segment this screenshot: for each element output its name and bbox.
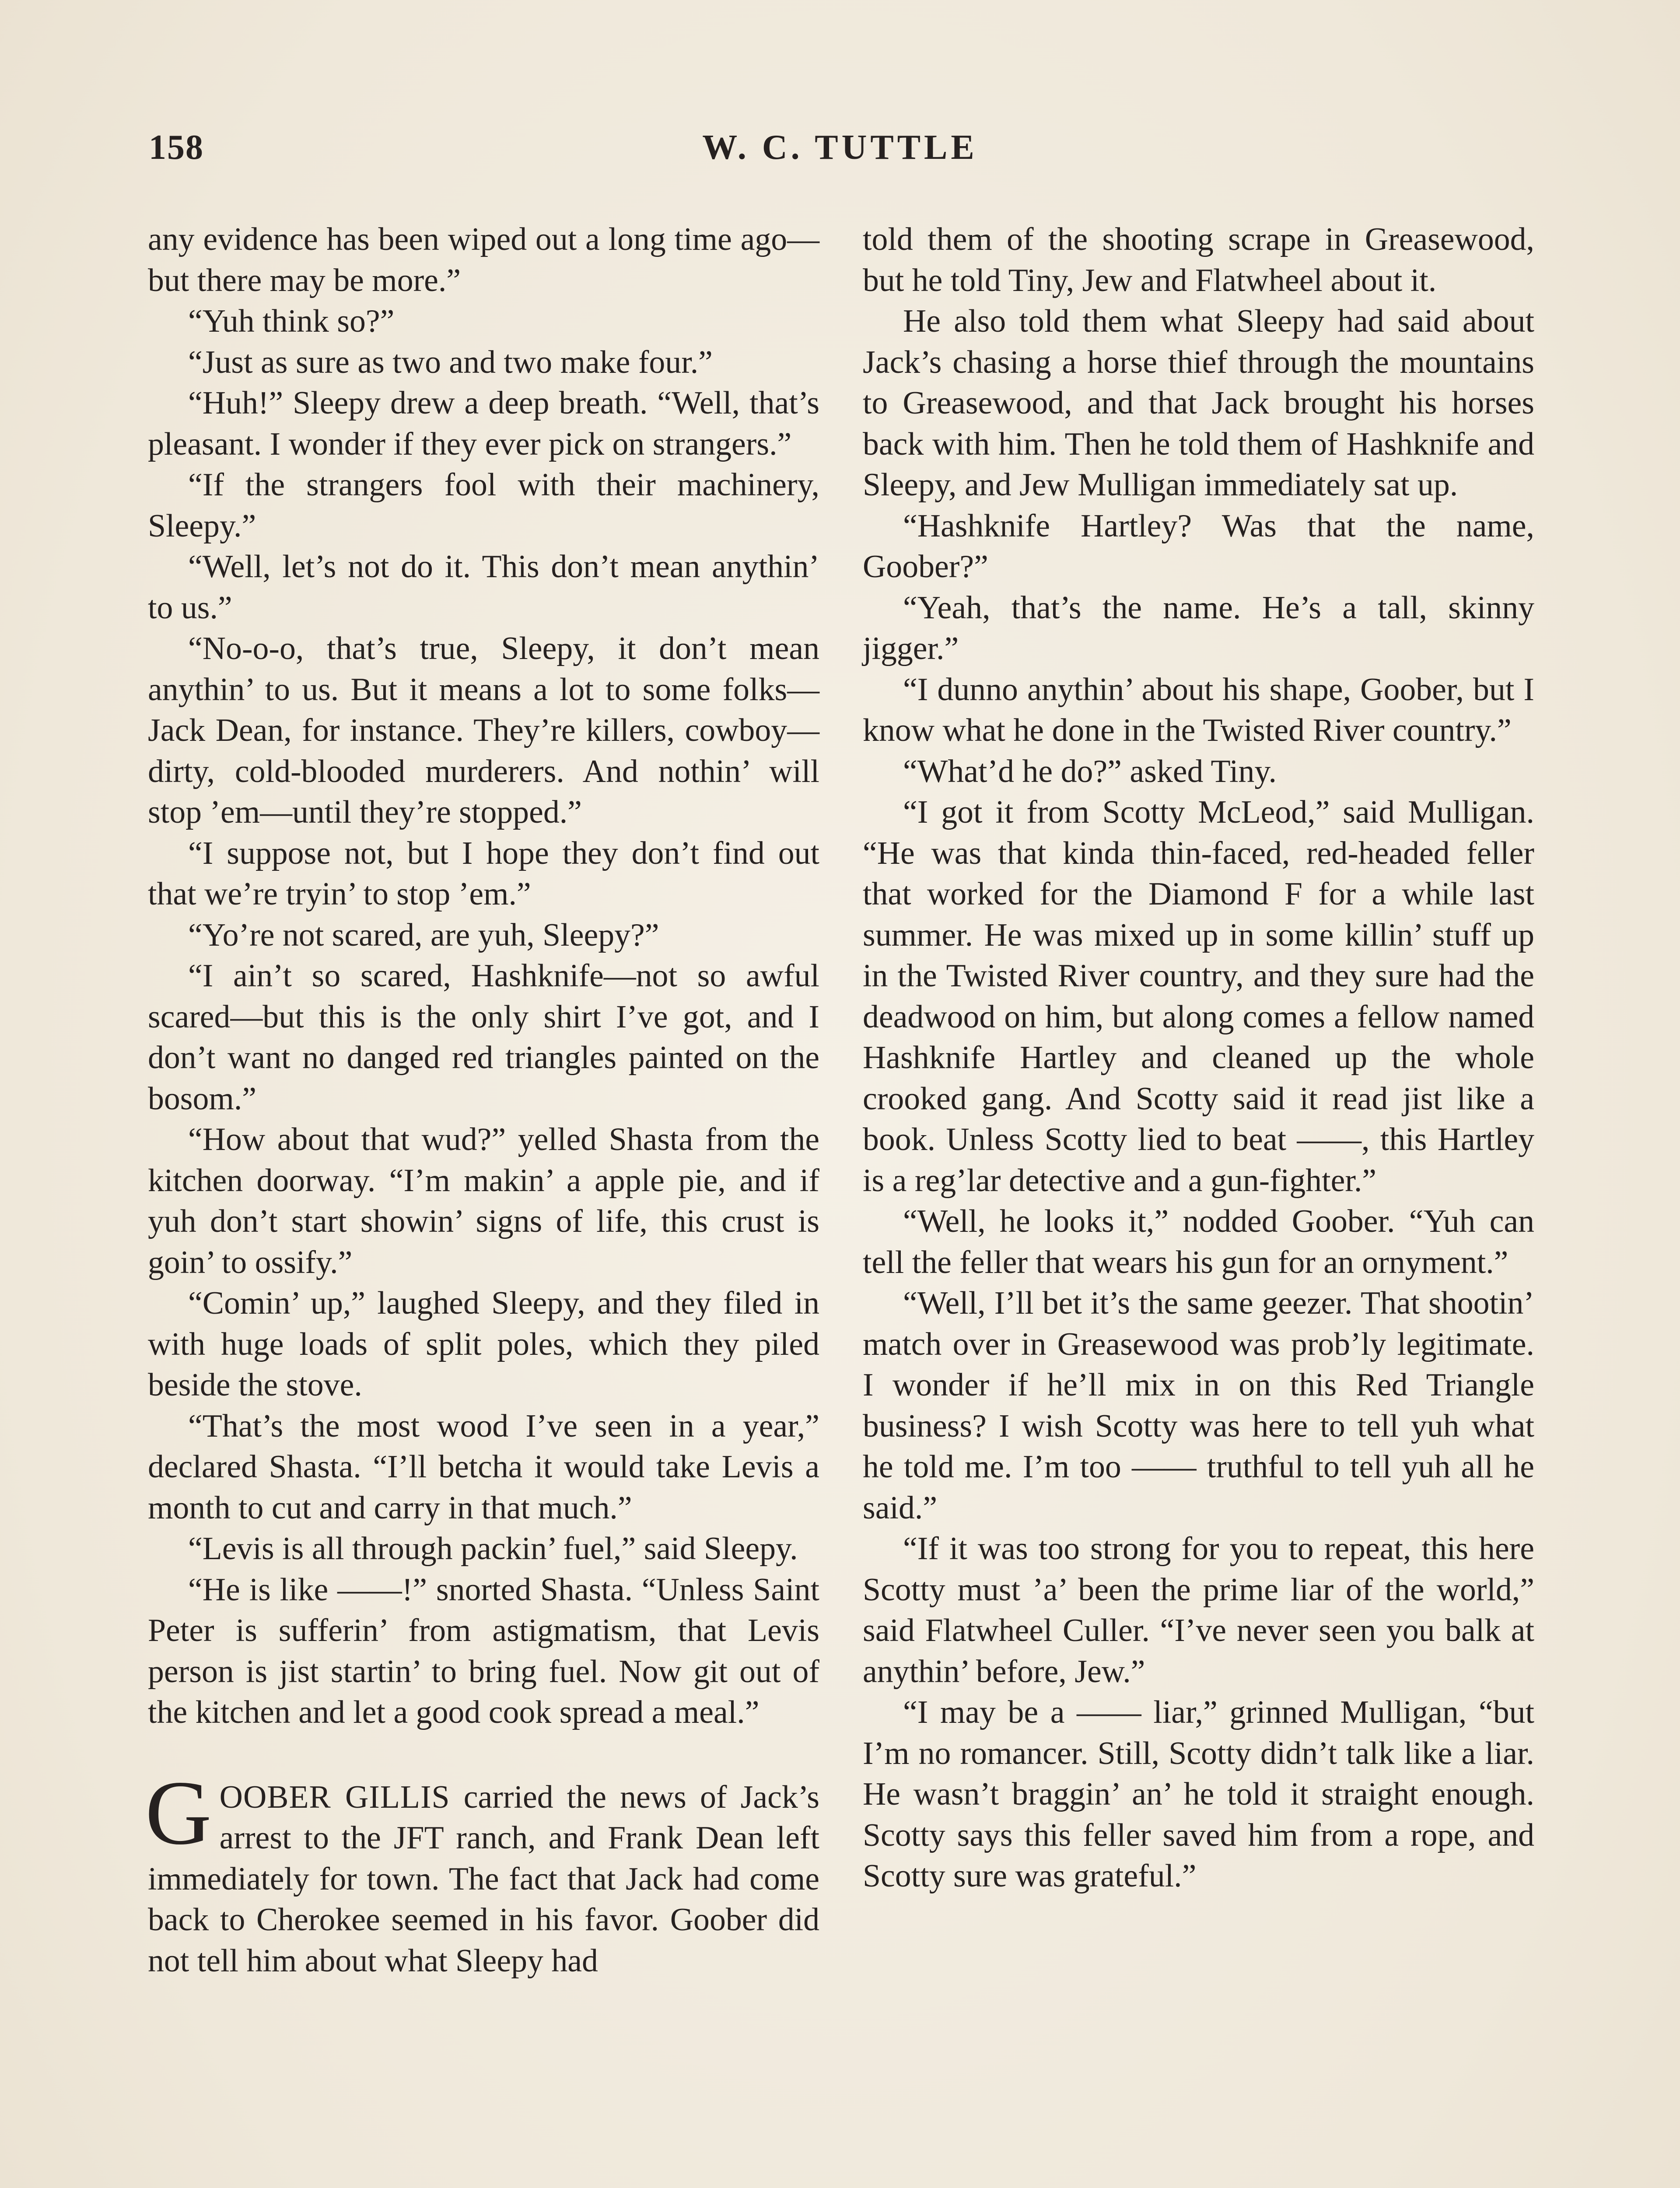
paragraph: “That’s the most wood I’ve seen in a year,” declared Shasta. “I’ll betcha it would take Levis a month to cut and carry in that much.” bbox=[148, 1407, 819, 1525]
paragraph: “Huh!” Sleepy drew a deep breath. “Well, that’s pleasant. I wonder if they ever pick on strangers.” bbox=[148, 385, 819, 462]
paragraph: “I suppose not, but I hope they don’t find out that we’re tryin’ to stop ’em.” bbox=[148, 835, 819, 912]
paragraph: “I got it from Scotty McLeod,” said Mulligan. “He was that kinda thin-faced, red-headed feller that worked for the Diamond F for a while last summer. He was mixed up in some killin’ stuff up in the Twisted River country, and they sure had the deadwood on him, but along comes a fellow named Hashknife Hartley and cleaned up the whole crooked gang. And Scotty said it read jist like a book. Unless Scotty lied to beat ——, this Hartley is a reg’lar detective and a gun-fighter.” bbox=[863, 794, 1534, 1198]
paragraph: “How about that wud?” yelled Shasta from the kitchen doorway. “I’m makin’ a apple pie, and if yuh don’t start showin’ signs of life, this crust is goin’ to ossify.” bbox=[148, 1121, 819, 1280]
paragraph: “What’d he do?” asked Tiny. bbox=[903, 753, 1277, 789]
paragraph: “I dunno anythin’ about his shape, Goober, but I know what he done in the Twisted River country.” bbox=[863, 671, 1534, 748]
paragraph: “Well, let’s not do it. This don’t mean anythin’ to us.” bbox=[148, 548, 819, 625]
paragraph: any evidence has been wiped out a long time ago—but there may be more.” bbox=[148, 221, 819, 298]
paragraph: “Well, he looks it,” nodded Goober. “Yuh can tell the feller that wears his gun for an ornyment.” bbox=[863, 1203, 1534, 1280]
paragraph: “Hashknife Hartley? Was that the name, Goober?” bbox=[863, 507, 1534, 584]
paragraph: “Levis is all through packin’ fuel,” said Sleepy. bbox=[188, 1530, 798, 1566]
small-caps-lead: OOBER GILLIS bbox=[219, 1778, 450, 1815]
paragraph: “Just as sure as two and two make four.” bbox=[188, 344, 713, 380]
page-number: 158 bbox=[149, 128, 204, 167]
paragraph: “Well, I’ll bet it’s the same geezer. That shootin’ match over in Greasewood was prob’ly legitimate. I wonder if he’ll mix in on this Red Triangle business? I wish Scotty was here to tell yuh what he told me. I’m too —— truthful to tell yuh all he said.” bbox=[863, 1285, 1534, 1525]
paragraph: told them of the shooting scrape in Greasewood, but he told Tiny, Jew and Flatwheel about it. bbox=[863, 221, 1534, 298]
paragraph: He also told them what Sleepy had said about Jack’s chasing a horse thief through the mountains to Greasewood, and that Jack brought his horses back with him. Then he told them of Hashknife and Sleepy, and Jew Mulligan immediately sat up. bbox=[863, 303, 1534, 502]
paragraph: “Yo’re not scared, are yuh, Sleepy?” bbox=[188, 916, 659, 953]
page-header bbox=[149, 128, 1531, 180]
paragraph: “I ain’t so scared, Hashknife—not so awful scared—but this is the only shirt I’ve got, and I don’t want no danged red triangles painted on the bosom.” bbox=[148, 957, 819, 1116]
paragraph: “Comin’ up,” laughed Sleepy, and they filed in with huge loads of split poles, which they piled beside the stove. bbox=[148, 1285, 819, 1403]
paragraph: “I may be a —— liar,” grinned Mulligan, “but I’m no romancer. Still, Scotty didn’t talk like a liar. He wasn’t braggin’ an’ he told it straight enough. Scotty says this feller saved him from a rope, and Scotty sure was grateful.” bbox=[863, 1694, 1534, 1893]
paragraph: “He is like ——!” snorted Shasta. “Unless Saint Peter is sufferin’ from astigmatism, that Levis person is jist startin’ to bring fuel. Now git out of the kitchen and let a good cook spread a meal.” bbox=[148, 1571, 819, 1730]
paragraph: “If the strangers fool with their machinery, Sleepy.” bbox=[148, 466, 819, 543]
paragraph: “If it was too strong for you to repeat, this here Scotty must ’a’ been the prime liar of the world,” said Flatwheel Culler. “I’ve never seen you balk at anythin’ before, Jew.” bbox=[863, 1530, 1534, 1689]
drop-cap: G bbox=[145, 1762, 212, 1864]
left-column bbox=[145, 219, 819, 1981]
section-opening-paragraph bbox=[145, 1762, 819, 1981]
running-head-author: W. C. TUTTLE bbox=[702, 128, 978, 167]
paragraph: “No-o-o, that’s true, Sleepy, it don’t mean anythin’ to us. But it means a lot to some folks—Jack Dean, for instance. They’re killers, cowboy—dirty, cold-blooded murderers. And nothin’ will stop ’em—until they’re stopped.” bbox=[148, 630, 819, 830]
section-text: carried the news of Jack’s arrest to the JFT ranch, and Frank Dean left immediately for town. The fact that Jack had come back to Cherokee seemed in his favor. Goober did not tell him about what Sleepy had bbox=[148, 1778, 819, 1978]
paragraph: “Yuh think so?” bbox=[188, 303, 395, 339]
right-column bbox=[863, 219, 1534, 1897]
paragraph: “Yeah, that’s the name. He’s a tall, skinny jigger.” bbox=[863, 589, 1534, 666]
